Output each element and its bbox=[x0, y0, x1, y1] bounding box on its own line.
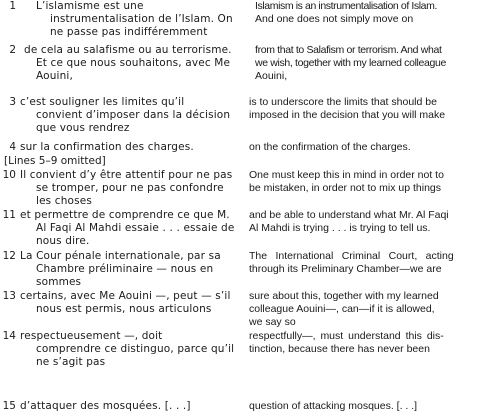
line-number: 12 bbox=[2, 250, 16, 262]
line-number: 3 bbox=[9, 96, 16, 108]
english-line: Islamism is an instrumentalisation of Islam. bbox=[255, 0, 437, 12]
french-text bbox=[20, 250, 250, 289]
line-number: 13 bbox=[2, 290, 16, 302]
french-first-line: L’islamisme est une bbox=[36, 0, 144, 12]
french-text bbox=[20, 141, 250, 154]
english-line: colleague Aouini—, can—if it is allowed, bbox=[249, 303, 435, 315]
french-first-line: respectueusement —, doit bbox=[20, 330, 163, 342]
french-text bbox=[20, 290, 250, 316]
english-text bbox=[249, 250, 482, 276]
english-line: Al Mahdi is trying . . . is trying to tell us. bbox=[249, 222, 431, 234]
line-number: 1 bbox=[9, 0, 16, 12]
french-text bbox=[20, 96, 250, 135]
english-line: One must keep this in mind in order not to bbox=[249, 169, 444, 181]
english-text bbox=[249, 330, 482, 356]
french-first-line: c’est souligner les limites qu’il bbox=[20, 96, 185, 108]
french-text bbox=[20, 330, 250, 369]
english-line: sure about this, together with my learned bbox=[249, 290, 439, 302]
english-line: on the confirmation of the charges. bbox=[249, 141, 411, 153]
french-continuation: se tromper, pour ne pas confondre les choses bbox=[36, 182, 224, 207]
french-text bbox=[20, 400, 250, 413]
french-continuation: Et ce que nous souhaitons, avec Me Aouini, bbox=[36, 57, 231, 82]
english-text bbox=[249, 400, 482, 413]
french-continuation: convient d’imposer dans la décision que vous rendrez bbox=[36, 109, 231, 134]
english-line: imposed in the decision that you will make bbox=[249, 109, 446, 121]
line-number: 4 bbox=[9, 141, 16, 153]
english-line: Aouini, bbox=[255, 70, 288, 82]
english-text bbox=[255, 44, 482, 83]
english-line: tinction, because there has never been bbox=[249, 343, 430, 355]
line-number: 14 bbox=[2, 330, 16, 342]
english-line: respectfully—, must understand this dis- bbox=[249, 330, 444, 342]
line-number: 15 bbox=[2, 400, 16, 412]
french-text bbox=[20, 44, 250, 83]
french-continuation: instrumentalisation de l’Islam. On ne passe pas indifféremment bbox=[50, 13, 233, 38]
english-text bbox=[249, 290, 482, 329]
french-first-line: Il convient d’y être attentif pour ne pas bbox=[20, 169, 233, 181]
french-first-line: de cela au salafisme ou au terrorisme. bbox=[24, 44, 232, 56]
french-continuation: Al Faqi Al Mahdi essaie . . . essaie de nous dire. bbox=[36, 222, 235, 247]
english-line: and be able to understand what Mr. Al Faqi bbox=[249, 209, 449, 221]
english-line: we wish, together with my learned colleague bbox=[255, 57, 446, 69]
french-continuation: nous est permis, nous articulons bbox=[36, 303, 212, 315]
line-number: 2 bbox=[9, 44, 16, 56]
english-text bbox=[249, 141, 482, 154]
french-text bbox=[20, 0, 250, 39]
english-line: we say so bbox=[249, 316, 296, 328]
english-line: The International Criminal Court, acting bbox=[249, 250, 454, 262]
english-text bbox=[255, 0, 482, 26]
french-first-line: et permettre de comprendre ce que M. bbox=[20, 209, 230, 221]
french-text bbox=[20, 169, 250, 208]
french-first-line: d’attaquer des mosquées. [. . .] bbox=[20, 400, 191, 412]
french-continuation: Chambre préliminaire — nous en sommes bbox=[36, 263, 214, 288]
omitted-lines-note: [Lines 5–9 omitted] bbox=[4, 155, 106, 167]
english-line: be mistaken, in order not to mix up things bbox=[249, 182, 442, 194]
english-line: is to underscore the limits that should be bbox=[249, 96, 437, 108]
english-line: question of attacking mosques. [. . .] bbox=[249, 400, 418, 412]
english-text bbox=[249, 209, 482, 235]
french-first-line: sur la confirmation des charges. bbox=[20, 141, 194, 153]
english-line: from that to Salafism or terrorism. And what bbox=[255, 44, 442, 56]
line-number: 11 bbox=[2, 209, 16, 221]
english-line: And one does not simply move on bbox=[255, 13, 414, 25]
french-first-line: La Cour pénale internationale, par sa bbox=[20, 250, 221, 262]
french-continuation: comprendre ce distinguo, parce qu’il ne s’agit pas bbox=[36, 343, 235, 368]
english-text bbox=[249, 169, 482, 195]
english-text bbox=[249, 96, 482, 122]
french-text bbox=[20, 209, 250, 248]
english-line: through its Preliminary Chamber—we are bbox=[249, 263, 442, 275]
french-first-line: certains, avec Me Aouini —, peut — s’il bbox=[20, 290, 231, 302]
line-number: 10 bbox=[2, 169, 16, 181]
